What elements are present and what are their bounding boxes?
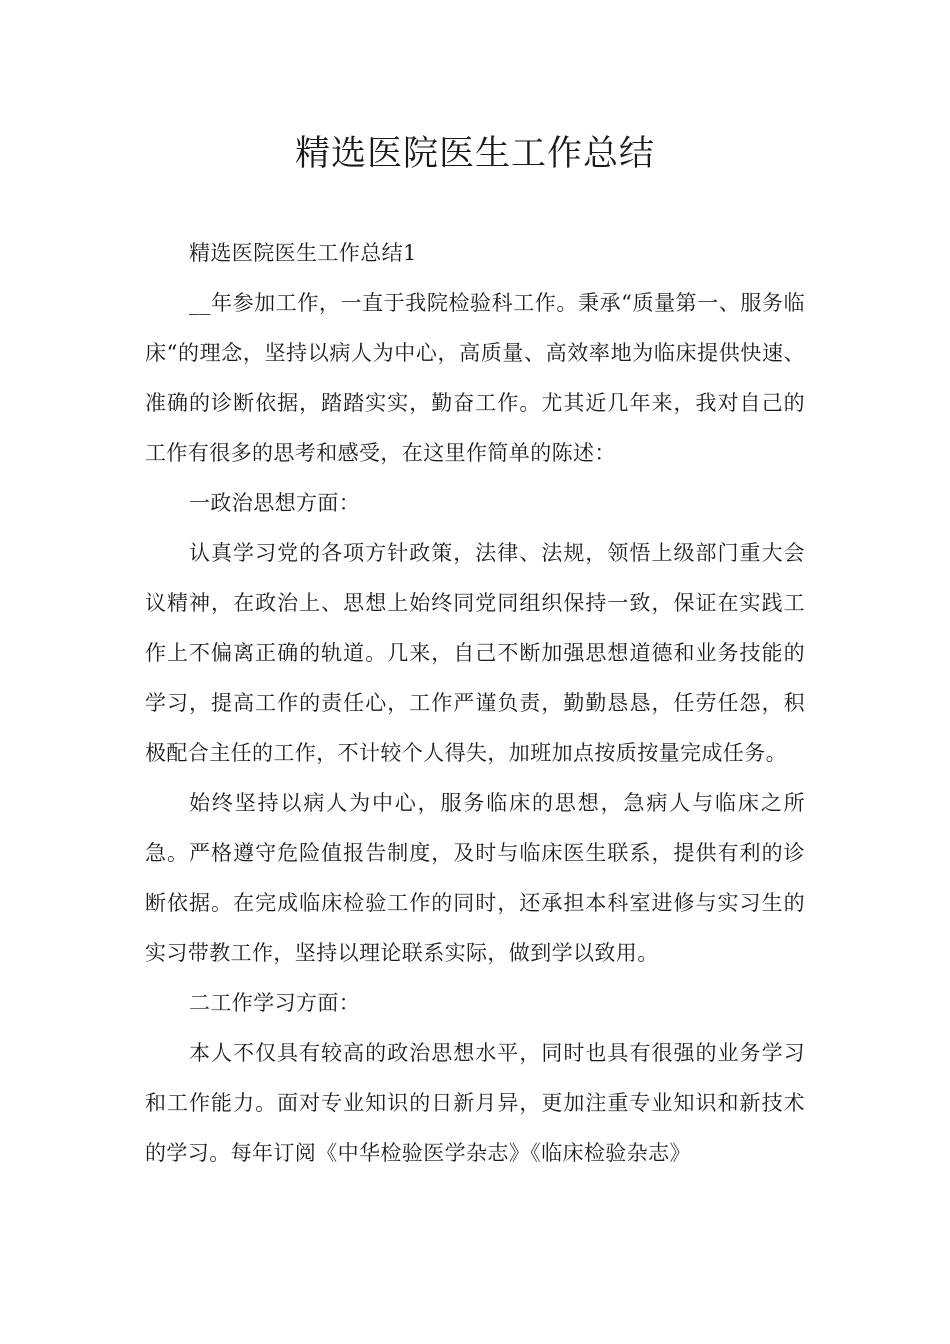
section-heading-political: 一政治思想方面： [189, 491, 361, 515]
paragraph-subtitle: 精选医院医生工作总结1 [189, 241, 417, 265]
paragraph-political-1: 认真学习党的各项方针政策，法律、法规，领悟上级部门重大会议精神，在政治上、思想上始终同党同组织保持一致，保证在实践工作上不偏离正确的轨道。几来，自己不断加强思想道德和业务技能的学习，提高工作的责任心，工作严谨负责，勤勤恳恳，任劳任怨，积极配合主任的工作，不计较个人得失，加班加点按质按量完成任务。 [145, 541, 805, 765]
section-heading-work-study: 二工作学习方面： [189, 991, 361, 1015]
paragraph-intro: __年参加工作，一直于我院检验科工作。秉承“质量第一、服务临床“的理念，坚持以病人为中心，高质量、高效率地为临床提供快速、准确的诊断依据，踏踏实实，勤奋工作。尤其近几年来，我对自己的工作有很多的思考和感受，在这里作简单的陈述： [145, 291, 805, 465]
document-body [145, 228, 805, 1178]
document-title: 精选医院医生工作总结 [294, 134, 655, 174]
paragraph-work-study: 本人不仅具有较高的政治思想水平，同时也具有很强的业务学习和工作能力。面对专业知识的日新月异，更加注重专业知识和新技术的学习。每年订阅《中华检验医学杂志》《临床检验杂志》 [145, 1041, 805, 1165]
paragraph-political-2: 始终坚持以病人为中心，服务临床的思想，急病人与临床之所急。严格遵守危险值报告制度，及时与临床医生联系，提供有利的诊断依据。在完成临床检验工作的同时，还承担本科室进修与实习生的实习带教工作，坚持以理论联系实际，做到学以致用。 [145, 791, 805, 965]
